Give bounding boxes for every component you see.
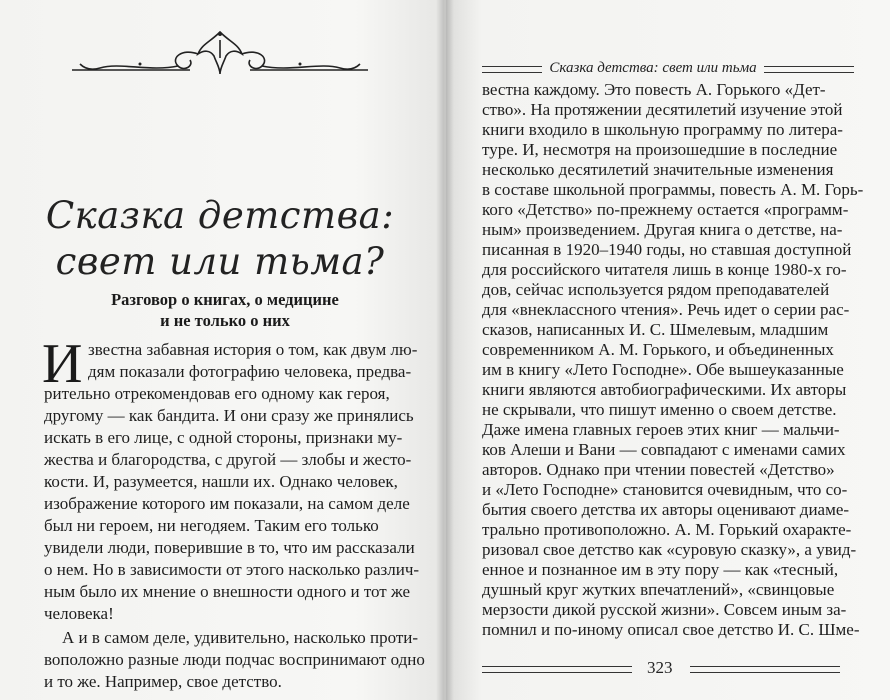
body-line: авторов. Однако при чтении повестей «Детство» [482, 460, 835, 479]
body-line: звестна забавная история о том, как двум лю- [88, 340, 418, 359]
body-line: ным» произведением. Другая книга о детстве, на- [482, 220, 843, 239]
body-line: современником А. М. Горького, и объединенных [482, 340, 834, 359]
body-line: Даже имена главных героев этих книг — мальчи- [482, 420, 840, 439]
body-line: помнил и по-иному описал свое детство И. С. Шме- [482, 620, 860, 639]
chapter-title-line-2: свет или тьма? [55, 240, 385, 283]
body-line: в составе школьной программы, повесть А. М. Горь- [482, 180, 864, 199]
body-line: искать в его лице, с одной стороны, признаки му- [44, 428, 403, 447]
body-line: ство». На протяжении десятилетий изучение этой [482, 100, 843, 119]
body-line: не скрывали, что пишут именно о своем детстве. [482, 400, 837, 419]
body-line: дям показали фотографию человека, предва- [88, 362, 412, 381]
body-line: душный круг жутких впечатлений», «свинцовые [482, 580, 835, 599]
body-line: книги являются автобиографическими. Их авторы [482, 380, 847, 399]
body-line: А и в самом деле, удивительно, насколько проти- [62, 628, 419, 647]
body-line: туре. И, несмотря на произошедшие в последние [482, 140, 838, 159]
body-line: изображение которого им показали, на самом деле [44, 494, 410, 513]
footer-rule-right [690, 666, 840, 673]
body-line: человека! [44, 604, 114, 623]
chapter-subtitle-line-1: Разговор о книгах, о медицине [111, 290, 339, 309]
header-rule-right [764, 66, 854, 73]
left-page [0, 0, 444, 700]
book-gutter [436, 0, 454, 700]
body-line: трально противоположно. А. М. Горький охаракте- [482, 520, 852, 539]
body-line: несколько десятилетий значительные изменения [482, 160, 834, 179]
body-line: ным было их мнение о внешности одного и тот же [44, 582, 411, 601]
body-line: о нем. Но в зависимости от этого насколько различ- [44, 560, 420, 579]
body-line: был ни героем, ни негодяем. Таким его только [44, 516, 379, 535]
body-line: и то же. Например, свое детство. [44, 672, 282, 691]
body-line: писанная в 1920–1940 годы, но ставшая доступной [482, 240, 852, 259]
body-line: им в книгу «Лето Господне». Обе вышеуказанные [482, 360, 844, 379]
running-head: Сказка детства: свет или тьма [549, 60, 757, 76]
body-line: жества и благородства, с другой — злобы и жесто- [44, 450, 412, 469]
body-line: кости. И, разумеется, нашли их. Однако человек, [44, 472, 398, 491]
body-line: сказов, написанных И. С. Шмелевым, младшим [482, 320, 829, 339]
chapter-subtitle-line-2: и не только о них [160, 311, 290, 330]
body-line: ризовал свое детство как «суровую сказку», а увид- [482, 540, 857, 559]
body-line: вестна каждому. Это повесть А. Горького «Дет- [482, 80, 826, 99]
body-line: рительно отрекомендовав его одному как героя, [44, 384, 390, 403]
drop-cap: И [42, 333, 83, 395]
body-line: для российского читателя лишь в конце 1980-х го- [482, 260, 847, 279]
page-number: 323 [647, 658, 673, 677]
body-line: и «Лето Господне» становится очевидным, что со- [482, 480, 848, 499]
body-line: ков Алеши и Вани — совпадают с именами самих [482, 440, 846, 459]
chapter-title-line-1: Сказка детства: [45, 194, 395, 237]
body-line: другому — как бандита. И они сразу же принялись [44, 406, 414, 425]
header-rule-left [482, 66, 542, 73]
body-line: дов, сейчас используется рядом преподавателей [482, 280, 830, 299]
body-line: кого «Детство» по-прежнему остается «программ- [482, 200, 849, 219]
body-line: воположно разные люди подчас воспринимают одно [44, 650, 425, 669]
footer-rule-left [482, 666, 632, 673]
flourish-ornament-icon [70, 28, 370, 78]
body-line: енное и познанное им в эту пору — как «тесный, [482, 560, 839, 579]
body-line: бытия своего детства их авторы оценивают диаме- [482, 500, 850, 519]
body-line: увидели люди, поверившие в то, что им рассказали [44, 538, 415, 557]
body-line: для «внеклассного чтения». Речь идет о серии рас- [482, 300, 850, 319]
body-line: мерзости дикой русской жизни». Совсем иным за- [482, 600, 847, 619]
body-line: книги входило в школьную программу по литера- [482, 120, 843, 139]
